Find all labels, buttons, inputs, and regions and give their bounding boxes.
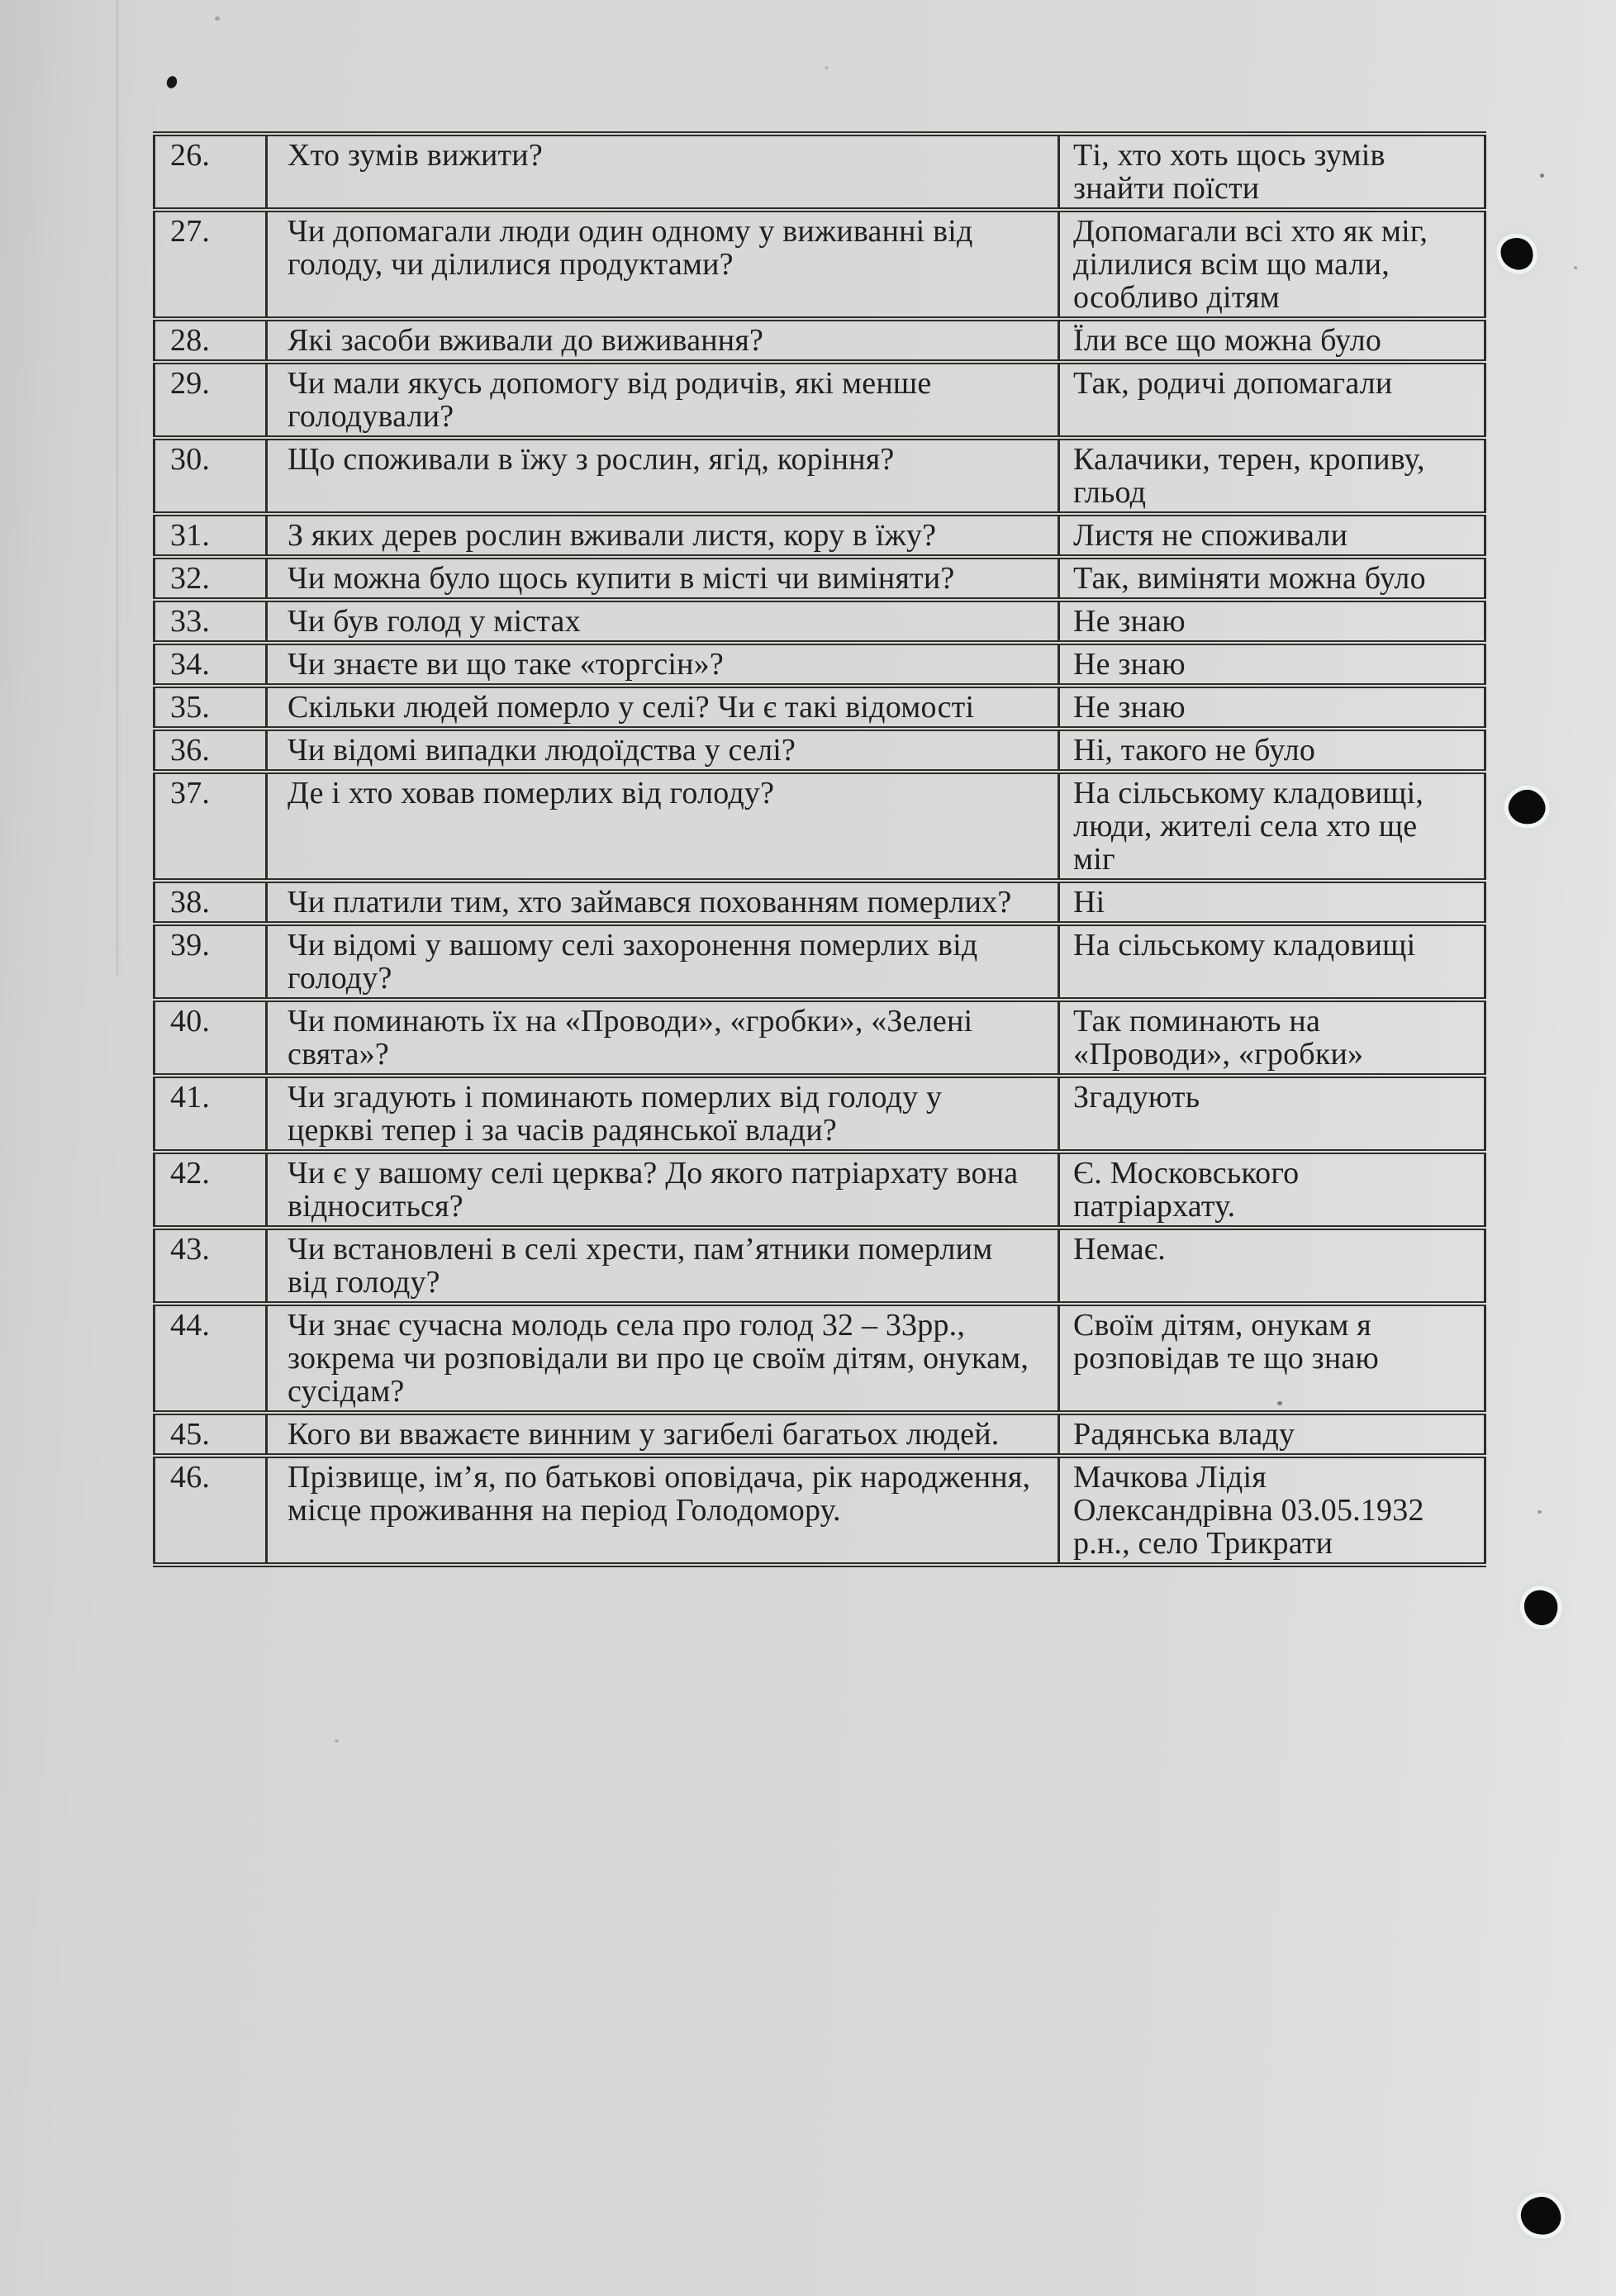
question-cell: Хто зумів вижити? [267, 134, 1059, 210]
row-number-cell: 34. [154, 643, 267, 686]
punch-hole [1497, 235, 1537, 273]
scan-speck [1574, 266, 1577, 269]
table-row [154, 319, 1485, 362]
paper-crease [116, 0, 118, 975]
row-number-cell: 37. [154, 772, 267, 881]
answer-cell: Ні [1059, 881, 1485, 924]
question-cell: Чи мали якусь допомогу від родичів, які менше голодували? [267, 362, 1059, 438]
row-number-cell: 38. [154, 881, 267, 924]
table-row [154, 557, 1485, 600]
punch-hole [1519, 2194, 1563, 2237]
answer-cell: Ні, такого не було [1059, 729, 1485, 772]
row-number-cell: 36. [154, 729, 267, 772]
answer-cell: Так, виміняти можна було [1059, 557, 1485, 600]
answer-cell: Радянська владу [1059, 1413, 1485, 1456]
question-cell: Чи поминають їх на «Проводи», «гробки», «Зелені свята»? [267, 1000, 1059, 1076]
table-row [154, 1456, 1485, 1565]
table-row [154, 1152, 1485, 1228]
table-row [154, 514, 1485, 557]
scan-speck [1540, 174, 1544, 178]
question-cell: Де і хто ховав померлих від голоду? [267, 772, 1059, 881]
answer-cell: Калачики, терен, кропиву, гльод [1059, 438, 1485, 514]
table-row [154, 924, 1485, 1000]
question-cell: Чи платили тим, хто займався похованням померлих? [267, 881, 1059, 924]
answer-cell: Немає. [1059, 1228, 1485, 1304]
question-cell: Які засоби вживали до виживання? [267, 319, 1059, 362]
table-row [154, 881, 1485, 924]
answer-cell: Не знаю [1059, 600, 1485, 643]
scan-speck [215, 17, 220, 21]
row-number-cell: 30. [154, 438, 267, 514]
ink-dot [165, 75, 178, 90]
row-number-cell: 31. [154, 514, 267, 557]
row-number-cell: 44. [154, 1304, 267, 1413]
row-number-cell: 29. [154, 362, 267, 438]
question-cell: З яких дерев рослин вживали листя, кору в їжу? [267, 514, 1059, 557]
table-row [154, 729, 1485, 772]
answer-cell: Так, родичі допомагали [1059, 362, 1485, 438]
question-cell: Прізвище, ім’я, по батькові оповідача, рік народження, місце проживання на період Голодомору. [267, 1456, 1059, 1565]
question-cell: Скільки людей померло у селі? Чи є такі відомості [267, 686, 1059, 729]
row-number-cell: 28. [154, 319, 267, 362]
answer-cell: Згадують [1059, 1076, 1485, 1152]
table-row [154, 1304, 1485, 1413]
row-number-cell: 27. [154, 210, 267, 319]
table-row [154, 134, 1485, 210]
question-cell: Що споживали в їжу з рослин, ягід, коріння? [267, 438, 1059, 514]
answer-cell: Не знаю [1059, 686, 1485, 729]
question-cell: Кого ви вважаєте винним у загибелі багатьох людей. [267, 1413, 1059, 1456]
answer-cell: Так поминають на «Проводи», «гробки» [1059, 1000, 1485, 1076]
row-number-cell: 32. [154, 557, 267, 600]
punch-hole [1517, 1584, 1564, 1631]
row-number-cell: 46. [154, 1456, 267, 1565]
table-row [154, 643, 1485, 686]
answer-cell: Їли все що можна було [1059, 319, 1485, 362]
row-number-cell: 26. [154, 134, 267, 210]
answer-cell: На сільському кладовищі, люди, жителі села хто ще міг [1059, 772, 1485, 881]
row-number-cell: 42. [154, 1152, 267, 1228]
table-body [154, 134, 1485, 1565]
row-number-cell: 43. [154, 1228, 267, 1304]
scan-speck [1538, 1510, 1542, 1514]
row-number-cell: 33. [154, 600, 267, 643]
row-number-cell: 40. [154, 1000, 267, 1076]
table-row [154, 1413, 1485, 1456]
table-row [154, 1228, 1485, 1304]
answer-cell: На сільському кладовищі [1059, 924, 1485, 1000]
table-row [154, 438, 1485, 514]
punch-hole [1504, 785, 1550, 830]
question-cell: Чи допомагали люди один одному у виживанні від голоду, чи ділилися продуктами? [267, 210, 1059, 319]
answer-cell: Своїм дітям, онукам я розповідав те що знаю [1059, 1304, 1485, 1413]
scan-speck [1277, 1401, 1282, 1405]
answer-cell: Листя не споживали [1059, 514, 1485, 557]
answer-cell: Не знаю [1059, 643, 1485, 686]
row-number-cell: 45. [154, 1413, 267, 1456]
questionnaire-table [153, 131, 1486, 1567]
answer-cell: Мачкова Лідія Олександрівна 03.05.1932 р.н., село Трикрати [1059, 1456, 1485, 1565]
row-number-cell: 41. [154, 1076, 267, 1152]
question-cell: Чи можна було щось купити в місті чи виміняти? [267, 557, 1059, 600]
table-row [154, 686, 1485, 729]
row-number-cell: 39. [154, 924, 267, 1000]
table-row [154, 1076, 1485, 1152]
question-cell: Чи знаєте ви що таке «торгсін»? [267, 643, 1059, 686]
scan-speck [825, 66, 829, 69]
answer-cell: Є. Московського патріархату. [1059, 1152, 1485, 1228]
question-cell: Чи був голод у містах [267, 600, 1059, 643]
question-cell: Чи знає сучасна молодь села про голод 32 – 33рр., зокрема чи розповідали ви про це своїм дітям, онукам, сусідам? [267, 1304, 1059, 1413]
question-cell: Чи відомі у вашому селі захоронення померлих від голоду? [267, 924, 1059, 1000]
question-cell: Чи встановлені в селі хрести, пам’ятники померлим від голоду? [267, 1228, 1059, 1304]
question-cell: Чи відомі випадки людоїдства у селі? [267, 729, 1059, 772]
scan-speck [335, 1739, 339, 1742]
table-row [154, 210, 1485, 319]
question-cell: Чи згадують і поминають померлих від голоду у церкві тепер і за часів радянської влади? [267, 1076, 1059, 1152]
answer-cell: Допомагали всі хто як міг, ділилися всім що мали, особливо дітям [1059, 210, 1485, 319]
table-row [154, 600, 1485, 643]
row-number-cell: 35. [154, 686, 267, 729]
table-row [154, 1000, 1485, 1076]
table-row [154, 362, 1485, 438]
table-row [154, 772, 1485, 881]
question-cell: Чи є у вашому селі церква? До якого патріархату вона відноситься? [267, 1152, 1059, 1228]
answer-cell: Ті, хто хоть щось зумів знайти поїсти [1059, 134, 1485, 210]
